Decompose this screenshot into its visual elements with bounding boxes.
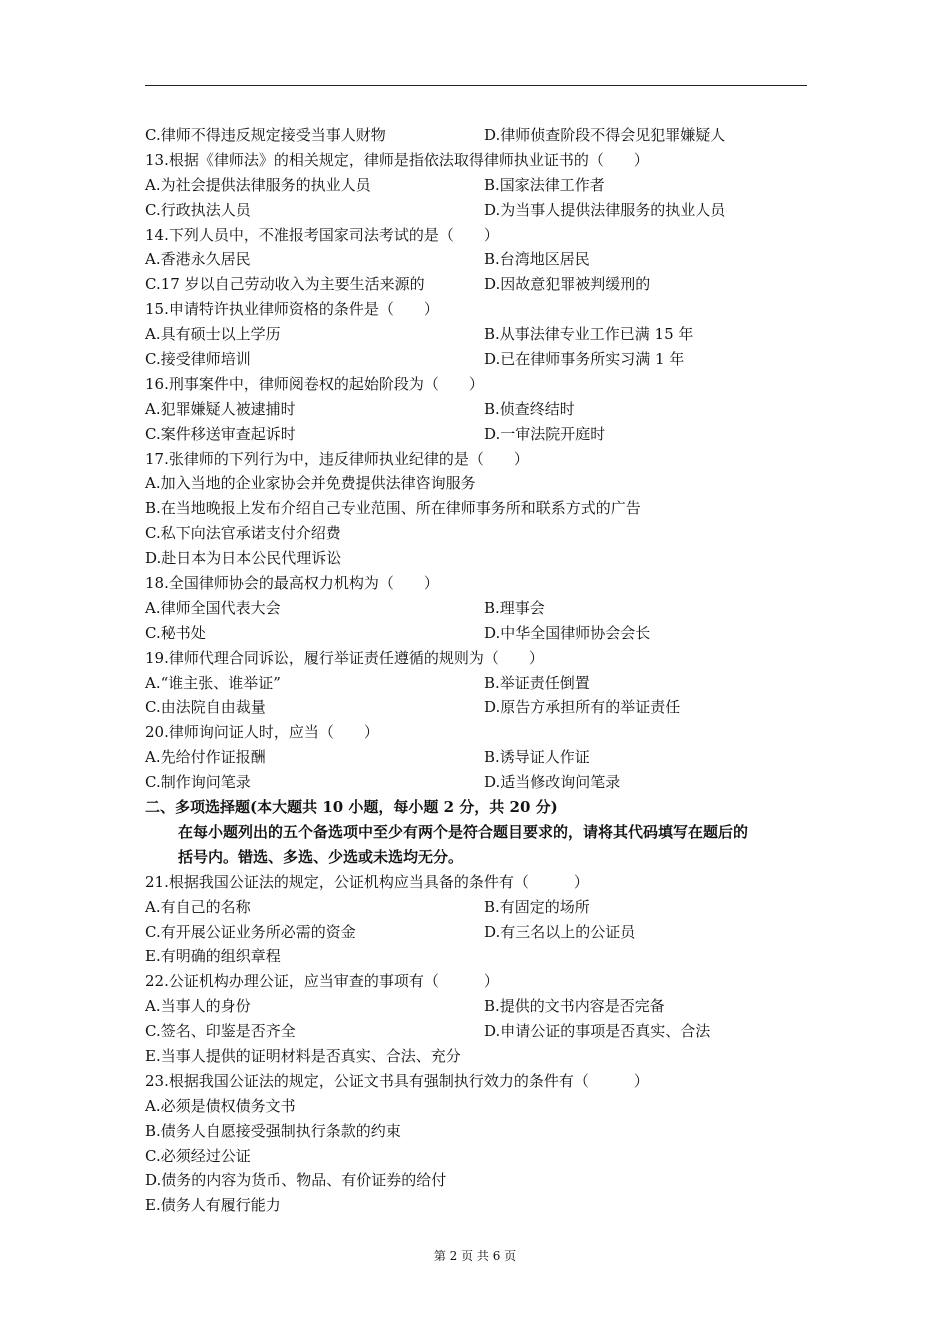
text-line xyxy=(145,372,815,397)
option-right: B.台湾地区居民 xyxy=(484,250,590,269)
option-left: C.案件移送审查起诉时 xyxy=(145,424,296,443)
page-footer: 第 2 页 共 6 页 xyxy=(433,1249,517,1263)
text-line xyxy=(145,621,815,646)
line-text: D.赴日本为日本公民代理诉讼 xyxy=(145,549,342,568)
text-line xyxy=(145,1094,815,1119)
text-line xyxy=(145,347,815,372)
line-text: 18.全国律师协会的最高权力机构为（ ） xyxy=(145,574,439,593)
text-line xyxy=(145,571,815,596)
line-text: A.必须是债权债务文书 xyxy=(145,1096,296,1115)
option-left: C.接受律师培训 xyxy=(145,350,251,369)
text-line xyxy=(145,920,815,945)
line-text: 19.律师代理合同诉讼，履行举证责任遵循的规则为（ ） xyxy=(145,648,544,667)
text-line xyxy=(145,173,815,198)
text-line xyxy=(145,870,815,895)
text-line xyxy=(145,1193,815,1218)
option-right: B.诱导证人作证 xyxy=(484,748,590,767)
option-left: A.香港永久居民 xyxy=(145,250,251,269)
option-left: C.制作询问笔录 xyxy=(145,773,251,792)
text-line xyxy=(145,447,815,472)
line-text: 在每小题列出的五个备选项中至少有两个是符合题目要求的，请将其代码填写在题后的 xyxy=(178,822,749,841)
line-text: E.债务人有履行能力 xyxy=(145,1196,281,1215)
option-left: A.先给付作证报酬 xyxy=(145,748,266,767)
option-right: B.侦查终结时 xyxy=(484,399,575,418)
line-text: 括号内。错选、多选、少选或未选均无分。 xyxy=(178,847,464,866)
text-line xyxy=(145,322,815,347)
option-left: C.律师不得违反规定接受当事人财物 xyxy=(145,126,386,144)
text-line xyxy=(145,745,815,770)
text-line xyxy=(145,1069,815,1094)
text-line xyxy=(145,596,815,621)
line-text: 21.根据我国公证法的规定，公证机构应当具备的条件有（ ） xyxy=(145,872,589,891)
option-left: A.“谁主张、谁举证” xyxy=(145,673,281,692)
line-text: 23.根据我国公证法的规定，公证文书具有强制执行效力的条件有（ ） xyxy=(145,1071,649,1090)
text-line xyxy=(145,1144,815,1169)
line-text: C.私下向法官承诺支付介绍费 xyxy=(145,524,341,543)
option-right: D.为当事人提供法律服务的执业人员 xyxy=(484,200,726,219)
option-right: D.已在律师事务所实习满 1 年 xyxy=(484,350,685,369)
text-line xyxy=(145,521,815,546)
line-text: 20.律师询问证人时，应当（ ） xyxy=(145,723,379,742)
text-line xyxy=(145,198,815,223)
option-right: D.因故意犯罪被判缓刑的 xyxy=(484,275,651,294)
option-right: D.原告方承担所有的举证责任 xyxy=(484,698,681,717)
line-text: 14.下列人员中，不准报考国家司法考试的是（ ） xyxy=(145,225,499,244)
option-left: C.行政执法人员 xyxy=(145,200,251,219)
option-left: A.有自己的名称 xyxy=(145,897,251,916)
option-right: B.从事法律专业工作已满 15 年 xyxy=(484,325,694,344)
line-text: D.债务的内容为货币、物品、有价证券的给付 xyxy=(145,1171,447,1190)
text-line xyxy=(145,471,815,496)
option-right: D.申请公证的事项是否真实、合法 xyxy=(484,1022,711,1041)
line-text: 17.张律师的下列行为中，违反律师执业纪律的是（ ） xyxy=(145,449,529,468)
option-right: B.举证责任倒置 xyxy=(484,673,590,692)
header-rule xyxy=(145,85,807,86)
text-line xyxy=(145,422,815,447)
text-line xyxy=(145,123,815,148)
line-text: A.加入当地的企业家协会并免费提供法律咨询服务 xyxy=(145,474,476,493)
line-text: 15.申请特许执业律师资格的条件是（ ） xyxy=(145,300,439,319)
option-right: D.律师侦查阶段不得会见犯罪嫌疑人 xyxy=(484,126,726,144)
line-text: E.有明确的组织章程 xyxy=(145,947,281,966)
option-right: D.有三名以上的公证员 xyxy=(484,922,636,941)
option-left: A.犯罪嫌疑人被逮捕时 xyxy=(145,399,296,418)
option-left: C.秘书处 xyxy=(145,623,206,642)
option-left: C.17 岁以自己劳动收入为主要生活来源的 xyxy=(145,275,425,294)
text-line xyxy=(145,223,815,248)
line-text: E.当事人提供的证明材料是否真实、合法、充分 xyxy=(145,1046,461,1065)
text-line xyxy=(145,297,815,322)
text-line xyxy=(145,1019,815,1044)
option-left: C.有开展公证业务所必需的资金 xyxy=(145,922,356,941)
text-line xyxy=(145,795,815,820)
text-line xyxy=(145,969,815,994)
option-right: D.一审法院开庭时 xyxy=(484,424,606,443)
option-right: B.理事会 xyxy=(484,598,545,617)
text-line xyxy=(145,1168,815,1193)
text-line xyxy=(145,944,815,969)
line-text: 22.公证机构办理公证，应当审查的事项有（ ） xyxy=(145,972,499,991)
text-line xyxy=(145,994,815,1019)
line-text: B.在当地晚报上发布介绍自己专业范围、所在律师事务所和联系方式的广告 xyxy=(145,499,641,518)
line-text: 16.刑事案件中，律师阅卷权的起始阶段为（ ） xyxy=(145,374,484,393)
option-left: A.为社会提供法律服务的执业人员 xyxy=(145,175,371,194)
exam-content xyxy=(145,123,815,1218)
option-left: C.由法院自由裁量 xyxy=(145,698,266,717)
text-line xyxy=(145,148,815,173)
option-right: D.适当修改询问笔录 xyxy=(484,773,621,792)
text-line xyxy=(145,895,815,920)
text-line xyxy=(145,720,815,745)
option-right: B.有固定的场所 xyxy=(484,897,590,916)
line-text: B.债务人自愿接受强制执行条款的约束 xyxy=(145,1121,401,1140)
line-text: 13.根据《律师法》的相关规定，律师是指依法取得律师执业证书的（ ） xyxy=(145,150,649,169)
line-text: 二、多项选择题(本大题共 10 小题，每小题 2 分，共 20 分) xyxy=(145,798,558,817)
text-line xyxy=(145,820,815,845)
text-line xyxy=(145,272,815,297)
option-left: A.当事人的身份 xyxy=(145,997,251,1016)
option-right: B.国家法律工作者 xyxy=(484,175,605,194)
text-line xyxy=(145,671,815,696)
text-line xyxy=(145,646,815,671)
text-line xyxy=(145,496,815,521)
option-left: A.具有硕士以上学历 xyxy=(145,325,281,344)
option-right: B.提供的文书内容是否完备 xyxy=(484,997,665,1016)
option-right: D.中华全国律师协会会长 xyxy=(484,623,651,642)
text-line xyxy=(145,1119,815,1144)
text-line xyxy=(145,845,815,870)
text-line xyxy=(145,546,815,571)
text-line xyxy=(145,770,815,795)
text-line xyxy=(145,695,815,720)
text-line xyxy=(145,397,815,422)
text-line xyxy=(145,1044,815,1069)
line-text: C.必须经过公证 xyxy=(145,1146,251,1165)
option-left: C.签名、印鉴是否齐全 xyxy=(145,1022,296,1041)
text-line xyxy=(145,247,815,272)
option-left: A.律师全国代表大会 xyxy=(145,598,281,617)
